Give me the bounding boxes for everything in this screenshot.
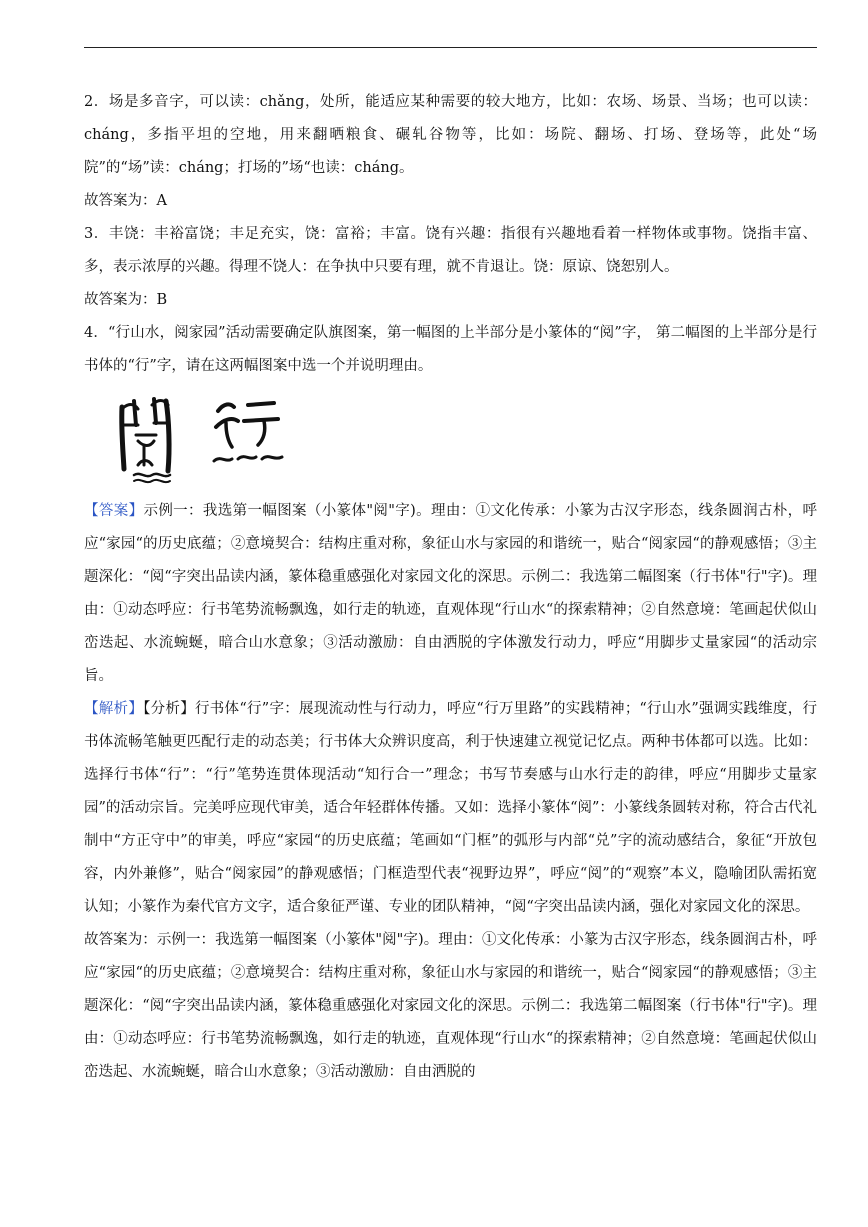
question-3-answer: 故答案为：B — [84, 292, 168, 308]
running-script-xing-glyph — [214, 403, 282, 461]
question-3-explanation: 3．丰饶：丰裕富饶；丰足充实，饶：富裕；丰富。饶有兴趣：指很有兴趣地看着一样物体或事物。饶指丰富、多，表示浓厚的兴趣。得理不饶人：在争执中只要有理，就不肯退让。饶：原谅、饶恕别人。 — [84, 226, 817, 275]
analysis-section — [84, 693, 817, 924]
seal-script-yue-glyph — [122, 399, 170, 482]
question-2-answer: 故答案为：A — [84, 193, 167, 209]
question-2-explanation: 2．场是多音字，可以读：chǎng，处所，能适应某种需要的较大地方，比如：农场、场景、当场；也可以读：cháng，多指平坦的空地，用来翻晒粮食、碾轧谷物等，比如：场院、翻场、打场、登场等，此处“场院”的“场”读：cháng；打场的”场“也读：cháng。 — [84, 94, 817, 176]
header-rule — [84, 47, 817, 48]
banner-calligraphy-figure — [114, 389, 294, 489]
answer-text: 示例一：我选第一幅图案（小篆体"阅"字)。理由：①文化传承：小篆为古汉字形态，线条圆润古朴，呼应“家园“的历史底蕴；②意境契合：结构庄重对称，象征山水与家园的和谐统一，贴合“阅家园“的静观感悟；③主题深化：“阅“字突出品读内涵，篆体稳重感强化对家园文化的深思。示例二：我选第二幅图案（行书体"行"字)。理由：①动态呼应：行书笔势流畅飘逸，如行走的轨迹，直观体现“行山水“的探索精神；②自然意境：笔画起伏似山峦迭起、水流蜿蜒，暗合山水意象；③活动激励：自由洒脱的字体激发行动力，呼应“用脚步丈量家园“的活动宗旨。 — [84, 503, 818, 684]
document-body — [84, 86, 817, 1089]
analysis-tag: 【解析】 — [84, 701, 144, 717]
calligraphy-image — [114, 389, 294, 489]
analysis-text: 【分析】行书体“行”字：展现流动性与行动力，呼应“行万里路”的实践精神；“行山水”强调实践维度，行书体流畅笔触更匹配行走的动态美；行书体大众辨识度高，利于快速建立视觉记忆点。两种书体都可以选。比如：选择行书体“行”：“行”笔势连贯体现活动“知行合一”理念；书写节奏感与山水行走的韵律，呼应“用脚步丈量家园”的活动宗旨。完美呼应现代审美，适合年轻群体传播。又如：选择小篆体“阅”：小篆线条圆转对称，符合古代礼制中“方正守中”的审美，呼应“家园“的历史底蕴；笔画如“门框”的弧形与内部“兑”字的流动感结合，象征“开放包容，内外兼修”，贴合“阅家园”的静观感悟；门框造型代表“视野边界”，呼应“阅”的“观察”本义，隐喻团队需拓宽认知；小篆作为秦代官方文字，适合象征严谨、专业的团队精神，“阅“字突出品读内涵，强化对家园文化的深思。 — [84, 701, 817, 915]
final-answer-section: 故答案为：示例一：我选第一幅图案（小篆体"阅"字)。理由：①文化传承：小篆为古汉字形态，线条圆润古朴，呼应“家园“的历史底蕴；②意境契合：结构庄重对称，象征山水与家园的和谐统一，贴合“阅家园“的静观感悟；③主题深化：“阅“字突出品读内涵，篆体稳重感强化对家园文化的深思。示例二：我选第二幅图案（行书体"行"字)。理由：①动态呼应：行书笔势流畅飘逸，如行走的轨迹，直观体现“行山水“的探索精神；②自然意境：笔画起伏似山峦迭起、水流蜿蜒，暗合山水意象；③活动激励：自由洒脱的 — [84, 932, 817, 1080]
question-4-prompt: 4．“行山水，阅家园”活动需要确定队旗图案，第一幅图的上半部分是小篆体的“阅”字， 第二幅图的上半部分是行书体的“行”字，请在这两幅图案中选一个并说明理由。 — [84, 325, 817, 374]
answer-section — [84, 495, 817, 693]
answer-tag: 【答案】 — [84, 503, 144, 519]
